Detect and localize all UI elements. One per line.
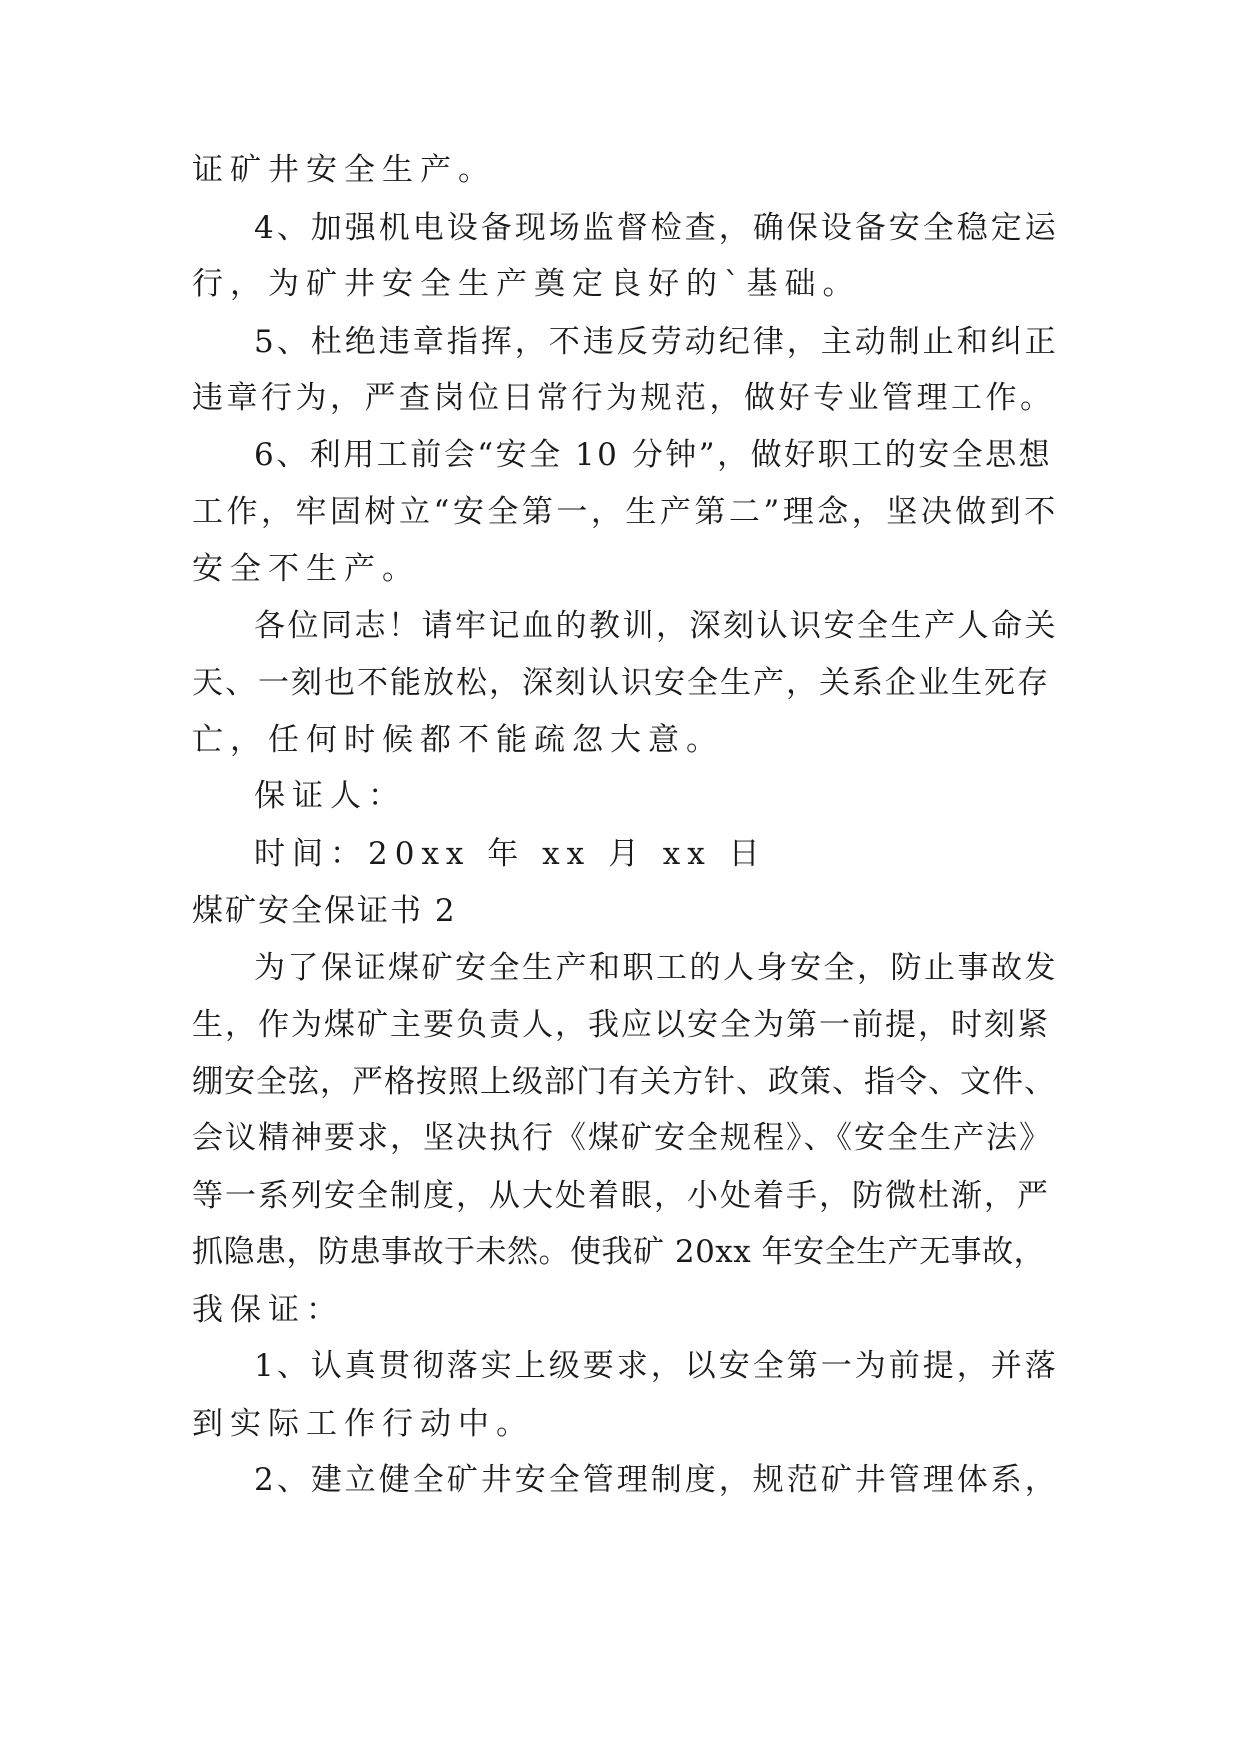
text-line: 我保证： [192,1292,344,1328]
text-line: 5、杜绝违章指挥，不违反劳动纪律，主动制止和纠正 [254,324,1059,360]
text-line: 到实际工作行动中。 [192,1406,534,1442]
text-line: 各位同志！请牢记血的教训，深刻认识安全生产人命关 [254,608,1058,644]
text-line: 2、建立健全矿井安全管理制度，规范矿井管理体系， [254,1462,1059,1498]
text-line: 4、加强机电设备现场监督检查，确保设备安全稳定运 [254,210,1059,246]
date-line: 时间：20xx 年 xx 月 xx 日 [254,836,767,872]
text-line: 绷安全弦，严格按照上级部门有关方针、政策、指令、文件、 [192,1064,1056,1100]
text-line: 天、一刻也不能放松，深刻认识安全生产，关系企业生死存 [192,665,1050,701]
text-line: 为了保证煤矿安全生产和职工的人身安全，防止事故发 [254,950,1058,986]
text-line: 亡，任何时候都不能疏忽大意。 [192,722,724,758]
signatory-label: 保证人： [254,778,406,814]
text-line: 工作，牢固树立“安全第一，生产第二”理念，坚决做到不 [192,494,1059,530]
text-line: 违章行为，严查岗位日常行为规范，做好专业管理工作。 [192,380,1055,416]
text-line: 证矿井安全生产。 [192,152,496,188]
text-line: 会议精神要求，坚决执行《煤矿安全规程》、《安全生产法》 [192,1120,1052,1156]
text-line: 抓隐患，防患事故于未然。使我矿 20xx 年安全生产无事故， [192,1234,1046,1270]
text-line: 1、认真贯彻落实上级要求，以安全第一为前提，并落 [254,1348,1059,1384]
text-line: 安全不生产。 [192,551,420,587]
text-line: 生，作为煤矿主要负责人，我应以安全为第一前提，时刻紧 [192,1007,1050,1043]
section-title: 煤矿安全保证书 2 [192,893,457,929]
text-line: 等一系列安全制度，从大处着眼，小处着手，防微杜渐，严 [192,1178,1050,1214]
text-line: 6、利用工前会“安全 10 分钟”，做好职工的安全思想 [254,437,1053,473]
text-line: 行，为矿井安全生产奠定良好的`基础。 [192,266,861,302]
